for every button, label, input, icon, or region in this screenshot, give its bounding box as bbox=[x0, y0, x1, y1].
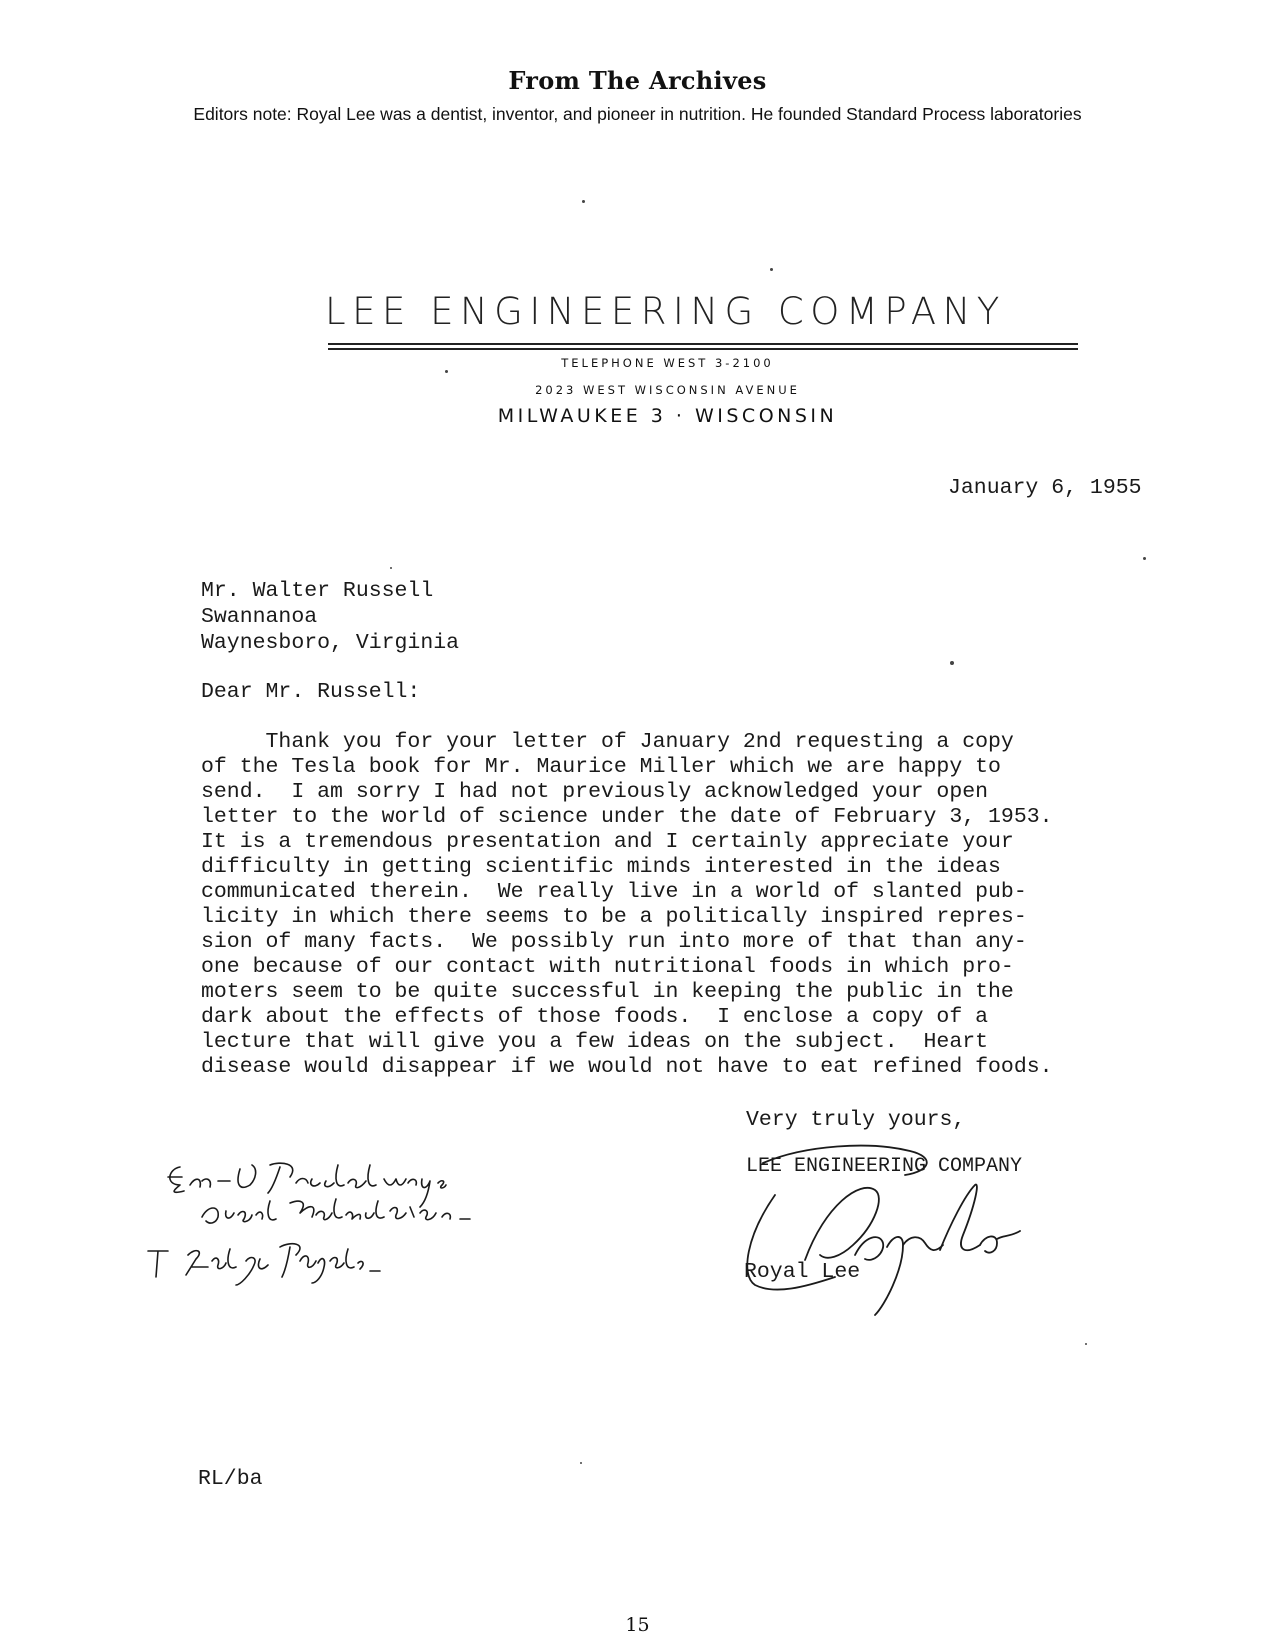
scan-speck bbox=[950, 661, 954, 665]
archive-title: From The Archives bbox=[508, 66, 767, 95]
handwritten-enclosure-note bbox=[140, 1155, 520, 1290]
closing: Very truly yours, bbox=[746, 1108, 966, 1132]
signer-name: Royal Lee bbox=[744, 1260, 861, 1284]
letter-date: January 6, 1955 bbox=[948, 476, 1142, 500]
closing-company: LEE ENGINEERING COMPANY bbox=[746, 1155, 1023, 1178]
scan-speck bbox=[445, 370, 448, 373]
body-line: moters seem to be quite successful in keeping the public in the bbox=[201, 980, 1014, 1004]
page-number: 15 bbox=[625, 1614, 650, 1636]
letterhead-rule-top bbox=[328, 343, 1078, 345]
scan-speck bbox=[580, 1462, 582, 1464]
body-line: communicated therein. We really live in a world of slanted pub- bbox=[201, 880, 1027, 904]
body-line: of the Tesla book for Mr. Maurice Miller which we are happy to bbox=[201, 755, 1001, 779]
body-line: dark about the effects of those foods. I enclose a copy of a bbox=[201, 1005, 989, 1029]
letterhead-rule-bottom bbox=[328, 348, 1078, 350]
recipient-estate: Swannanoa bbox=[201, 605, 318, 629]
letter-body bbox=[201, 730, 1221, 1080]
letterhead-company-name: LEE ENGINEERING COMPANY bbox=[325, 290, 1006, 333]
body-line: one because of our contact with nutritional foods in which pro- bbox=[201, 955, 1014, 979]
letterhead-street: 2023 WEST WISCONSIN AVENUE bbox=[535, 383, 800, 397]
scan-speck bbox=[770, 268, 773, 271]
scan-speck bbox=[390, 567, 392, 569]
editors-note: Editors note: Royal Lee was a dentist, inventor, and pioneer in nutrition. He founded Standard Process laboratories bbox=[193, 104, 1082, 124]
scan-speck bbox=[1085, 1343, 1087, 1345]
salutation: Dear Mr. Russell: bbox=[201, 680, 421, 704]
typist-initials: RL/ba bbox=[198, 1467, 263, 1491]
body-line: lecture that will give you a few ideas on the subject. Heart bbox=[201, 1030, 989, 1054]
recipient-city: Waynesboro, Virginia bbox=[201, 631, 460, 655]
recipient-name: Mr. Walter Russell bbox=[201, 579, 434, 603]
body-line: licity in which there seems to be a politically inspired repres- bbox=[201, 905, 1027, 929]
scan-speck bbox=[1143, 557, 1146, 560]
scan-speck bbox=[582, 200, 585, 203]
recipient-address bbox=[201, 578, 459, 656]
body-line: difficulty in getting scientific minds interested in the ideas bbox=[201, 855, 1001, 879]
body-line: Thank you for your letter of January 2nd requesting a copy bbox=[201, 730, 1014, 754]
handwritten-signature bbox=[735, 1135, 1035, 1320]
body-line: It is a tremendous presentation and I certainly appreciate your bbox=[201, 830, 1014, 854]
body-line: disease would disappear if we would not have to eat refined foods. bbox=[201, 1055, 1053, 1079]
body-line: letter to the world of science under the date of February 3, 1953. bbox=[201, 805, 1053, 829]
body-line: send. I am sorry I had not previously acknowledged your open bbox=[201, 780, 989, 804]
body-line: sion of many facts. We possibly run into more of that than any- bbox=[201, 930, 1027, 954]
letterhead-city: MILWAUKEE 3 · WISCONSIN bbox=[497, 405, 838, 427]
letterhead-telephone: TELEPHONE WEST 3-2100 bbox=[561, 356, 774, 370]
